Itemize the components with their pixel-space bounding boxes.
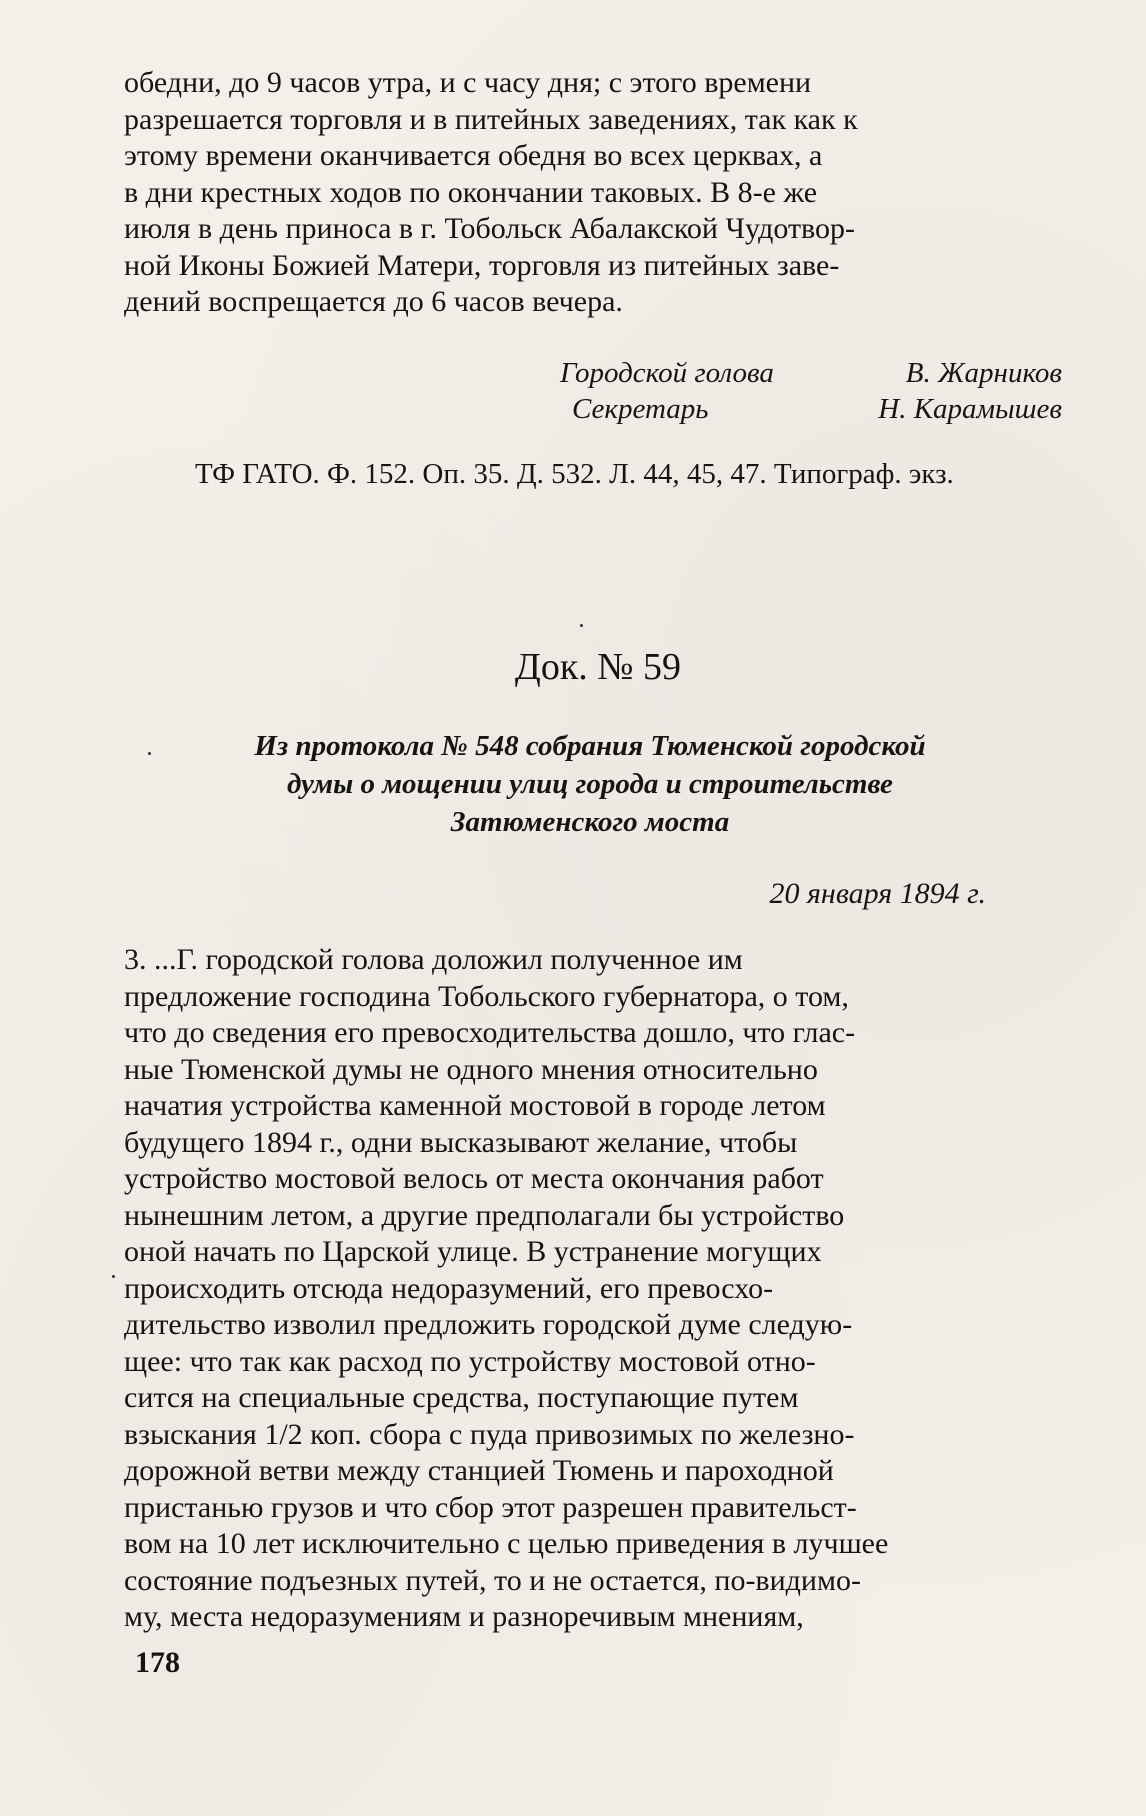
signature-row [560,355,1062,391]
text-line: состояние подъезных путей, то и не остается, по-видимо- [124,1563,861,1597]
heading-line: думы о мощении улиц города и строительстве [287,768,893,800]
document-number-text: Док. № 59 [514,646,682,688]
text-line: начатия устройства каменной мостовой в городе летом [124,1089,826,1122]
text-line: 3. ...Г. городской голова доложил полученное им [124,943,743,976]
print-speck [580,624,583,627]
text-line: будущего 1894 г., одни высказывают желание, чтобы [124,1125,798,1159]
text-line: этому времени оканчивается обедня во всех церквах, а [124,139,823,172]
signature-row [560,391,1062,427]
text-line: дительство изволил предложить городской думе следую- [124,1308,853,1341]
body-paragraph [124,942,1062,1636]
text-line: сится на специальные средства, поступающие путем [124,1381,799,1414]
page-number: 178 [135,1646,180,1679]
print-speck [148,752,151,755]
signature-role: Секретарь [572,393,709,425]
intro-paragraph [124,65,1062,321]
text-line: что до сведения его превосходительства дошло, что глас- [124,1016,856,1049]
text-line: щее: что так как расход по устройству мостовой отно- [124,1344,816,1378]
print-speck [112,1275,115,1278]
text-line: дений воспрещается до 6 часов вечера. [124,285,623,318]
text-line: в дни крестных ходов по окончании таковых. В 8-е же [124,175,818,209]
archive-reference: ТФ ГАТО. Ф. 152. Оп. 35. Д. 532. Л. 44, 45, 47. Типограф. экз. [195,458,954,490]
text-line: оной начать по Царской улице. В устранение могущих [124,1235,822,1268]
text-line: дорожной ветви между станцией Тюмень и пароходной [124,1454,834,1487]
text-line: ной Иконы Божией Матери, торговля из питейных заве- [124,248,840,282]
text-line: обедни, до 9 часов утра, и с часу дня; с этого времени [124,66,812,99]
heading-line: Затюменского моста [450,806,730,838]
text-line: устройство мостовой велось от места окончания работ [124,1162,824,1195]
document-heading [150,727,1030,841]
text-line: пристанью грузов и что сбор этот разрешен правительст- [124,1490,857,1524]
document-number [0,645,1146,689]
document-date: 20 января 1894 г. [769,877,986,910]
heading-line: Из протокола № 548 собрания Тюменской городской [254,730,926,762]
text-line: му, места недоразумениям и разноречивым мнениям, [124,1600,804,1633]
signature-role: Городской голова [560,357,774,389]
text-line: ные Тюменской думы не одного мнения относительно [124,1052,818,1086]
signature-name: В. Жарников [905,357,1062,389]
text-line: разрешается торговля и в питейных заведениях, так как к [124,102,858,136]
text-line: взыскания 1/2 коп. сбора с пуда привозимых по железно- [124,1417,855,1451]
text-line: вом на 10 лет исключительно с целью приведения в лучшее [124,1527,889,1560]
text-line: июля в день приноса в г. Тобольск Абалакской Чудотвор- [124,212,856,245]
signature-block [560,355,1062,427]
text-line: нынешним летом, а другие предполагали бы устройство [124,1198,845,1232]
text-line: предложение господина Тобольского губернатора, о том, [124,979,849,1013]
signature-name: Н. Карамышев [878,393,1062,425]
text-line: происходить отсюда недоразумений, его превосхо- [124,1271,774,1305]
